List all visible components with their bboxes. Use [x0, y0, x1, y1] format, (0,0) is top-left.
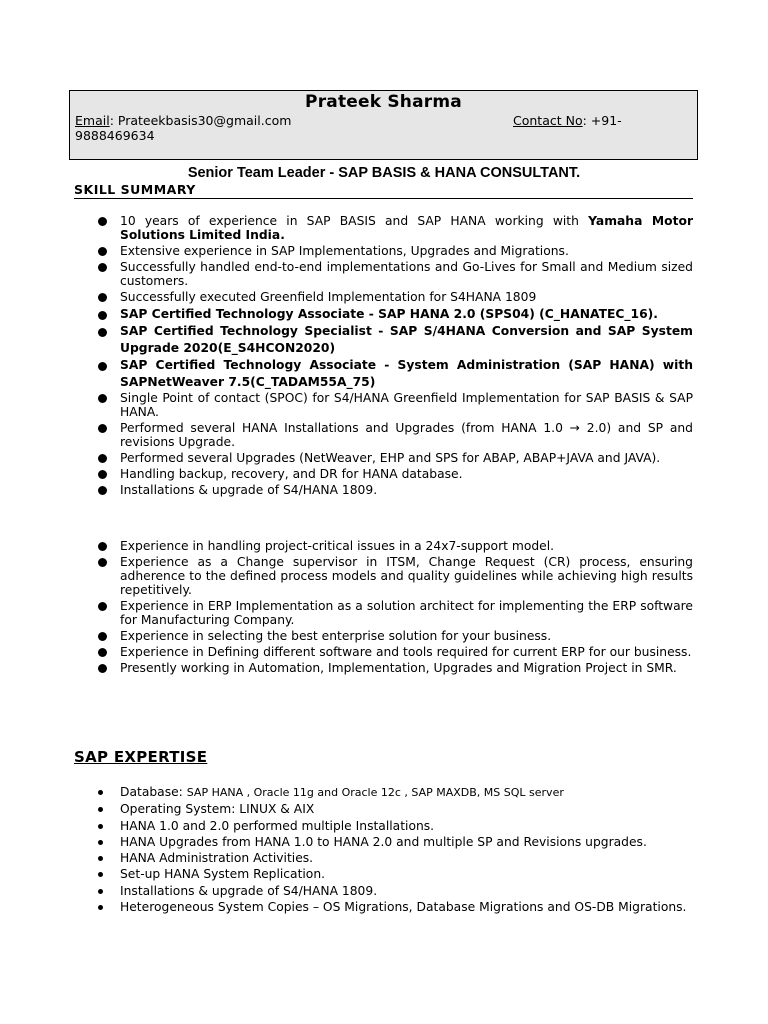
bullet-icon: [98, 311, 107, 320]
list-item: Performed several Upgrades (NetWeaver, EHP and SPS for ABAP, ABAP+JAVA and JAVA).: [96, 451, 693, 465]
bullet-icon: [98, 664, 107, 673]
skill-summary-list: [96, 214, 693, 499]
list-item: SAP Certified Technology Associate - SAP HANA 2.0 (SPS04) (C_HANATEC_16).: [96, 306, 693, 323]
skill-summary-heading: SKILL SUMMARY: [74, 182, 693, 199]
list-item: Set-up HANA System Replication.: [96, 867, 693, 881]
list-item: Operating System: LINUX & AIX: [96, 802, 693, 816]
bullet-icon: [98, 648, 107, 657]
bullet-icon: [98, 424, 107, 433]
bullet-icon: [98, 486, 107, 495]
experience-list: [96, 539, 693, 677]
bullet-icon: [98, 293, 107, 302]
contact-label: Contact No: [513, 113, 583, 128]
bullet-icon: [98, 470, 107, 479]
header-box: [69, 90, 698, 160]
list-item: SAP Certified Technology Specialist - SAP S/4HANA Conversion and SAP System Upgrade 2020(E_S4HCON2020): [96, 323, 693, 357]
list-item: Single Point of contact (SPOC) for S4/HANA Greenfield Implementation for SAP BASIS & SAP HANA.: [96, 391, 693, 419]
bullet-icon: [98, 217, 107, 226]
list-item: SAP Certified Technology Associate - System Administration (SAP HANA) with SAPNetWeaver 7.5(C_TADAM55A_75): [96, 357, 693, 391]
bullet-icon: [98, 807, 103, 812]
list-item: Extensive experience in SAP Implementations, Upgrades and Migrations.: [96, 244, 693, 258]
list-item: Experience in selecting the best enterprise solution for your business.: [96, 629, 693, 643]
list-item: Database: SAP HANA , Oracle 11g and Oracle 12c , SAP MAXDB, MS SQL server: [96, 785, 693, 800]
bullet-icon: [98, 263, 107, 272]
list-item: 10 years of experience in SAP BASIS and SAP HANA working with Yamaha Motor Solutions Limited India.: [96, 214, 693, 242]
email-label: Email: [75, 113, 110, 128]
bullet-icon: [98, 328, 107, 337]
bullet-icon: [98, 872, 103, 877]
bullet-icon: [98, 247, 107, 256]
email-value: : Prateekbasis30@gmail.com: [109, 113, 292, 128]
list-item: Experience in ERP Implementation as a solution architect for implementing the ERP software for Manufacturing Company.: [96, 599, 693, 627]
bullet-icon: [98, 558, 107, 567]
list-item: Installations & upgrade of S4/HANA 1809.: [96, 884, 693, 898]
list-item: Experience as a Change supervisor in ITSM, Change Request (CR) process, ensuring adherence to the defined process models and quality guidelines while achieving high results repetitively.: [96, 555, 693, 597]
list-item: HANA Administration Activities.: [96, 851, 693, 865]
bullet-icon: [98, 362, 107, 371]
list-item: Handling backup, recovery, and DR for HANA database.: [96, 467, 693, 481]
candidate-name: Prateek Sharma: [305, 92, 462, 112]
list-item: Presently working in Automation, Implementation, Upgrades and Migration Project in SMR.: [96, 661, 693, 675]
bullet-icon: [98, 790, 103, 795]
contact-value: : +91-: [582, 113, 622, 128]
bullet-icon: [98, 840, 103, 845]
list-item: HANA Upgrades from HANA 1.0 to HANA 2.0 and multiple SP and Revisions upgrades.: [96, 835, 693, 849]
email-block: [75, 114, 375, 128]
list-item: HANA 1.0 and 2.0 performed multiple Installations.: [96, 819, 693, 833]
list-item: Performed several HANA Installations and Upgrades (from HANA 1.0 → 2.0) and SP and revisions Upgrade.: [96, 421, 693, 449]
bullet-icon: [98, 856, 103, 861]
role-title: Senior Team Leader - SAP BASIS & HANA CONSULTANT.: [187, 165, 581, 181]
bullet-icon: [98, 542, 107, 551]
list-item: Installations & upgrade of S4/HANA 1809.: [96, 483, 693, 497]
list-item: Experience in handling project-critical issues in a 24x7-support model.: [96, 539, 693, 553]
bullet-icon: [98, 824, 103, 829]
bullet-icon: [98, 394, 107, 403]
list-item: Heterogeneous System Copies – OS Migrations, Database Migrations and OS-DB Migrations.: [96, 900, 693, 914]
phone-block: [513, 114, 622, 128]
bullet-icon: [98, 889, 103, 894]
list-item: Experience in Defining different software and tools required for current ERP for our business.: [96, 645, 693, 659]
contact-value-continued: 9888469634: [75, 128, 155, 143]
list-item: Successfully handled end-to-end implementations and Go-Lives for Small and Medium sized customers.: [96, 260, 693, 288]
sap-expertise-heading: SAP EXPERTISE: [74, 748, 208, 766]
sap-expertise-list: [96, 785, 693, 916]
bullet-icon: [98, 905, 103, 910]
bullet-icon: [98, 602, 107, 611]
bullet-icon: [98, 632, 107, 641]
list-item: Successfully executed Greenfield Implementation for S4HANA 1809: [96, 290, 693, 304]
bullet-icon: [98, 454, 107, 463]
